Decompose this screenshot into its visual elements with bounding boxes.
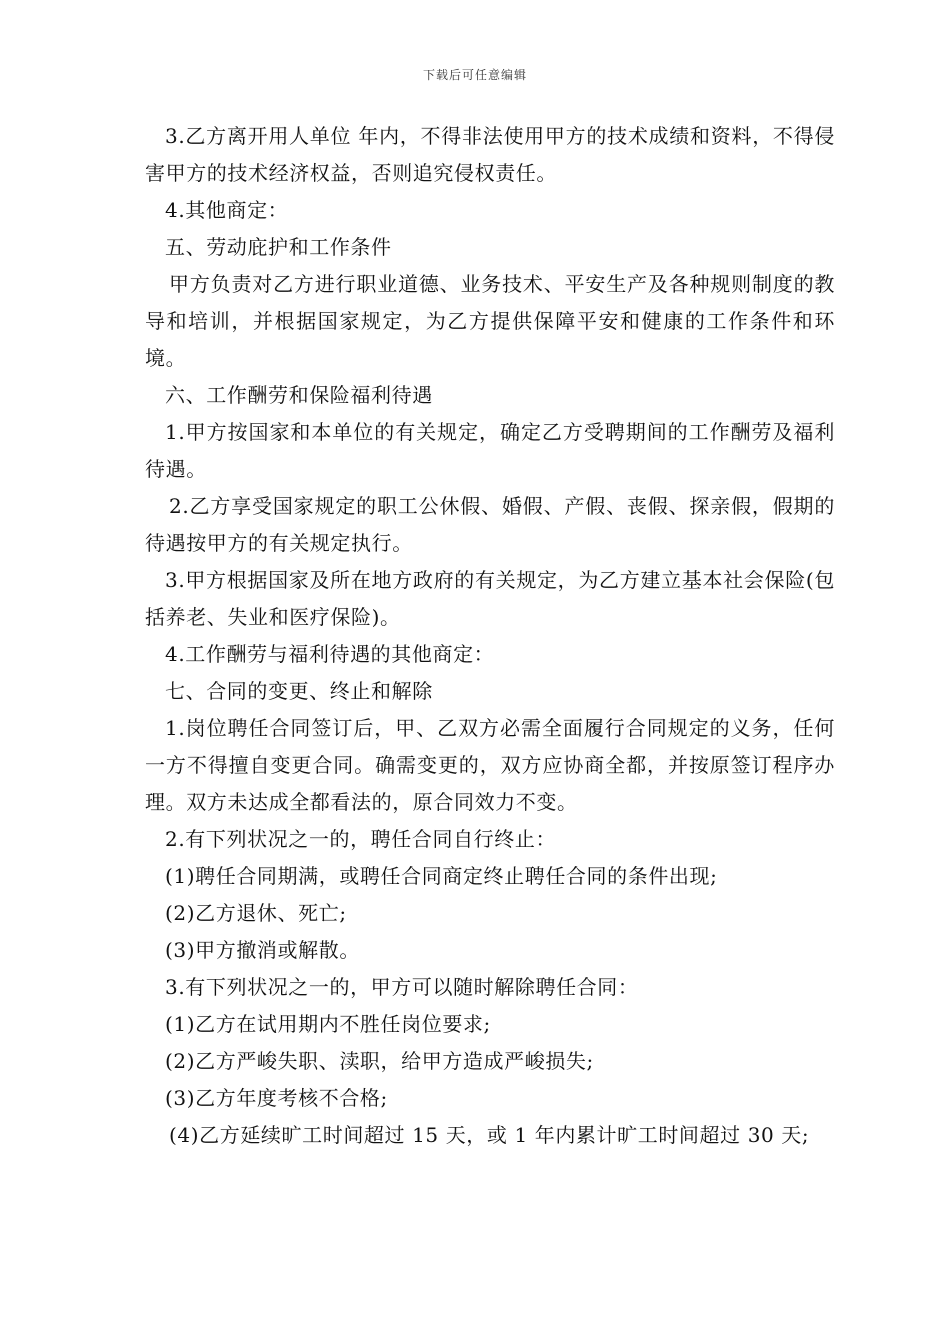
paragraph-8: 1.岗位聘任合同签订后，甲、乙双方必需全面履行合同规定的义务，任何一方不得擅自变更合同。确需变更的，双方应协商全都，并按原签订程序办理。双方未达成全都看法的，原合同效力不变。 [145,716,835,814]
list-item-5: (2)乙方严峻失职、渎职，给甲方造成严峻损失; [165,1049,594,1073]
list-item-6: (3)乙方年度考核不合格; [165,1086,388,1110]
paragraph-1: 3.乙方离开用人单位 年内，不得非法使用甲方的技术成绩和资料，不得侵害甲方的技术经济权益，否则追究侵权责任。 [145,124,835,185]
paragraph-6: 3.甲方根据国家及所在地方政府的有关规定，为乙方建立基本社会保险(包括养老、失业和医疗保险)。 [145,568,835,629]
section-heading-6: 六、工作酬劳和保险福利待遇 [165,383,433,407]
paragraph-3: 甲方负责对乙方进行职业道德、业务技术、平安生产及各种规则制度的教导和培训，并根据国家规定，为乙方提供保障平安和健康的工作条件和环境。 [145,272,835,370]
list-item-3: (3)甲方撤消或解散。 [165,938,360,962]
paragraph-10: 3.有下列状况之一的，甲方可以随时解除聘任合同： [165,975,639,999]
section-heading-7: 七、合同的变更、终止和解除 [165,679,433,703]
section-heading-5: 五、劳动庇护和工作条件 [165,235,392,259]
paragraph-7: 4.工作酬劳与福利待遇的其他商定： [165,642,495,666]
paragraph-5: 2.乙方享受国家规定的职工公休假、婚假、产假、丧假、探亲假，假期的待遇按甲方的有关规定执行。 [145,494,835,555]
paragraph-9: 2.有下列状况之一的，聘任合同自行终止： [165,827,557,851]
document-body [145,118,835,1154]
page-header: 下载后可任意编辑 [422,68,527,82]
list-item-4: (1)乙方在试用期内不胜任岗位要求; [165,1012,491,1036]
list-item-2: (2)乙方退休、死亡; [165,901,347,925]
list-item-1: (1)聘任合同期满，或聘任合同商定终止聘任合同的条件出现; [165,864,718,888]
paragraph-4: 1.甲方按国家和本单位的有关规定，确定乙方受聘期间的工作酬劳及福利待遇。 [145,420,835,481]
paragraph-2: 4.其他商定： [165,198,289,222]
list-item-7: (4)乙方延续旷工时间超过 15 天，或 1 年内累计旷工时间超过 30 天; [169,1123,810,1147]
